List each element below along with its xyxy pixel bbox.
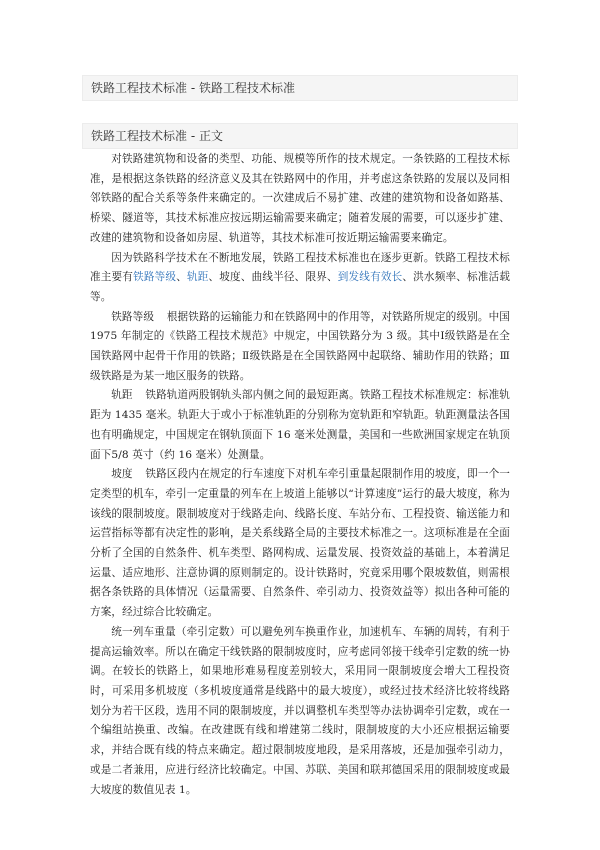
page-title-bar bbox=[82, 75, 518, 101]
paragraph-railway-grade: 铁路等级 根据铁路的运输能力和在铁路网中的作用等，对铁路所规定的级别。中国1975 年制定的《铁路工程技术规范》中规定，中国铁路分为 3 级。其中Ⅰ级铁路是在全国铁路网中起骨干作用的铁路；Ⅱ级铁路是在全国铁路网中起联络、辅助作用的铁路；Ⅲ级铁路是为某一地区服务的铁路。 bbox=[90, 310, 510, 382]
paragraph-standards-list: 因为铁路科学技术在不断地发展，铁路工程技术标准也在逐步更新。铁路工程技术标准主要有铁路等级、轨距、坡度、曲线半径、限界、到发线有效长、洪水频率、标准活载等。 bbox=[90, 251, 511, 303]
standards-lead-text: 因为铁路科学技术在不断地发展，铁路工程技术标准也在逐步更新。铁路工程技术标准主要有 bbox=[90, 251, 510, 284]
section-title: 铁路工程技术标准 - 正文 bbox=[91, 129, 223, 143]
link-effective-length[interactable]: 到发线有效长 bbox=[337, 271, 403, 284]
link-railway-grade[interactable]: 铁路等级 bbox=[133, 271, 177, 284]
paragraph-track-gauge: 轨距 铁路轨道两股钢轨头部内侧之间的最短距离。铁路工程技术标准规定：标准轨距为 1435 毫米。轨距大于或小于标准轨距的分别称为宽轨距和窄轨距。轨距测量法各国也有明确规定，中国规定在钢轨顶面下 16 毫米处测量，美国和一些欧洲国家规定在轨顶面下5/8 英寸（约 16 毫米）处测量。 bbox=[90, 389, 510, 461]
term-railway-grade: 铁路等级 bbox=[111, 310, 155, 323]
link-track-gauge[interactable]: 轨距 bbox=[186, 271, 209, 284]
paragraph-train-weight: 统一列车重量（牵引定数）可以避免列车换重作业，加速机车、车辆的周转，有利于提高运输效率。所以在确定干线铁路的限制坡度时，应考虑同邻接干线牵引定数的统一协调。在较长的铁路上，如果地形难易程度差别较大，采用同一限制坡度会增大工程投资时，可采用多机坡度（多机坡度通常是线路中的最大坡度），或经过技术经济比较将线路划分为若干区段，选用不同的限制坡度，并以调整机车类型等办法协调牵引定数，或在一个编组站换重、改编。在改建既有线和增建第二线时，限制坡度的大小还应根据运输要求，并结合既有线的特点来确定。超过限制坡度地段，是采用落坡，还是加强牵引动力，或是二者兼用，应进行经济比较确定。中国、苏联、美国和联邦德国采用的限制坡度或最大坡度的数值见表 1。 bbox=[90, 625, 510, 796]
article-body bbox=[90, 150, 510, 800]
page-title: 铁路工程技术标准 - 铁路工程技术标准 bbox=[91, 81, 295, 95]
paragraph-intro: 对铁路建筑物和设备的类型、功能、规模等所作的技术规定。一条铁路的工程技术标准，是根据这条铁路的经济意义及其在铁路网中的作用，并考虑这条铁路的发展以及同相邻铁路的配合关系等条件来确定的。一次建成后不易扩建、改建的建筑物和设备如路基、桥梁、隧道等，其技术标准应按远期运输需要来确定；随着发展的需要，可以逐步扩建、改建的建筑物和设备如房屋、轨道等，其技术标准可按近期运输需要来确定。 bbox=[90, 153, 510, 244]
paragraph-gradient: 坡度 铁路区段内在规定的行车速度下对机车牵引重量起限制作用的坡度，即一个一定类型的机车，牵引一定重量的列车在上坡道上能够以“计算速度”运行的最大坡度，称为该线的限制坡度。限制坡度对于线路走向、线路长度、车站分布、工程投资、输送能力和运营指标等都有决定性的影响，是关系线路全局的主要技术标准之一。这项标准是在全面分析了全国的自然条件、机车类型、路网构成、运量发展、投资效益的基础上，本着满足运量、适应地形、注意协调的原则制定的。设计铁路时，究竟采用哪个限坡数值，则需根据各条铁路的具体情况（运量需要、自然条件、牵引动力、投资效益等）拟出各种可能的方案，经过综合比较确定。 bbox=[90, 468, 510, 619]
section-title-bar bbox=[82, 123, 518, 149]
term-track-gauge: 轨距 bbox=[111, 389, 133, 402]
term-gradient: 坡度 bbox=[111, 468, 133, 481]
